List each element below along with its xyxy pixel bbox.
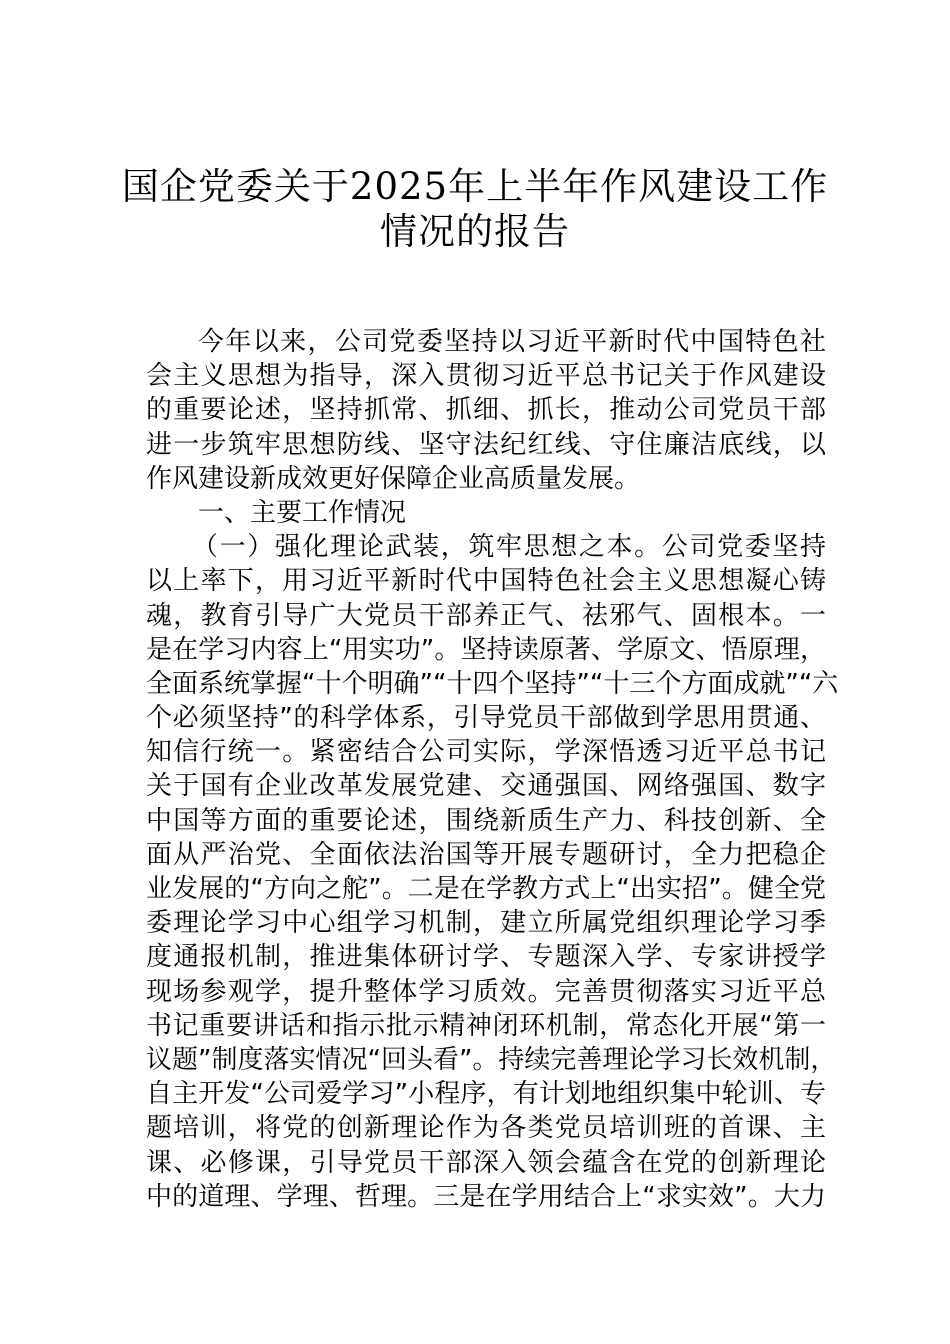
subsection-paragraph-line: 知信行统一。紧密结合公司实际，学深悟透习近平总书记 xyxy=(146,737,826,768)
intro-paragraph-line: 的重要论述，坚持抓常、抓细、抓长，推动公司党员干部 xyxy=(146,395,826,426)
subsection-paragraph-line: 关于国有企业改革发展党建、交通强国、网络强国、数字 xyxy=(146,771,826,802)
subsection-paragraph-line: 是在学习内容上“用实功”。坚持读原著、学原文、悟原理， xyxy=(146,634,826,665)
subsection-paragraph-line: 题培训，将党的创新理论作为各类党员培训班的首课、主 xyxy=(146,1113,826,1144)
subsection-paragraph-line: 个必须坚持”的科学体系，引导党员干部做到学思用贯通、 xyxy=(146,703,826,734)
section-heading: 一、主要工作情况 xyxy=(198,497,407,528)
document-body xyxy=(146,325,839,1214)
subsection-paragraph-line: 议题”制度落实情况“回头看”。持续完善理论学习长效机制， xyxy=(146,1044,837,1075)
subsection-paragraph-line: 面从严治党、全面依法治国等开展专题研讨，全力把稳企 xyxy=(146,839,826,870)
subsection-paragraph-line: 现场参观学，提升整体学习质效。完善贯彻落实习近平总 xyxy=(146,976,826,1007)
subsection-paragraph-line: 度通报机制，推进集体研讨学、专题深入学、专家讲授学 xyxy=(146,942,826,973)
subsection-paragraph-line: 全面系统掌握“十个明确”“十四个坚持”“十三个方面成就”“六 xyxy=(146,668,839,699)
subsection-paragraph-line: 自主开发“公司爱学习”小程序，有计划地组织集中轮训、专 xyxy=(146,1079,826,1110)
subsection-paragraph-line: 中的道理、学理、哲理。三是在学用结合上“求实效”。大力 xyxy=(146,1181,826,1212)
intro-paragraph-line: 作风建设新成效更好保障企业高质量发展。 xyxy=(146,463,641,494)
subsection-paragraph-line: 以上率下，用习近平新时代中国特色社会主义思想凝心铸 xyxy=(146,566,826,597)
subsection-paragraph-line: 魂，教育引导广大党员干部养正气、祛邪气、固根本。一 xyxy=(146,600,826,631)
intro-paragraph-line: 会主义思想为指导，深入贯彻习近平总书记关于作风建设 xyxy=(146,361,826,392)
document-title-line-1: 国企党委关于2025年上半年作风建设工作 xyxy=(121,165,829,208)
subsection-paragraph-line: 课、必修课，引导党员干部深入领会蕴含在党的创新理论 xyxy=(146,1147,826,1178)
intro-paragraph-line: 进一步筑牢思想防线、坚守法纪红线、守住廉洁底线，以 xyxy=(146,429,826,460)
subsection-paragraph-line: 书记重要讲话和指示批示精神闭环机制，常态化开展“第一 xyxy=(146,1010,826,1041)
intro-paragraph-line: 今年以来，公司党委坚持以习近平新时代中国特色社 xyxy=(198,327,826,357)
document-title-line-2: 情况的报告 xyxy=(380,210,570,253)
subsection-paragraph-line: 委理论学习中心组学习机制，建立所属党组织理论学习季 xyxy=(146,908,826,939)
subsection-paragraph-line: 中国等方面的重要论述，围绕新质生产力、科技创新、全 xyxy=(146,805,826,836)
subsection-paragraph-line: （一）强化理论武装，筑牢思想之本。公司党委坚持 xyxy=(192,532,826,563)
subsection-paragraph-line: 业发展的“方向之舵”。二是在学教方式上“出实招”。健全党 xyxy=(146,874,826,904)
